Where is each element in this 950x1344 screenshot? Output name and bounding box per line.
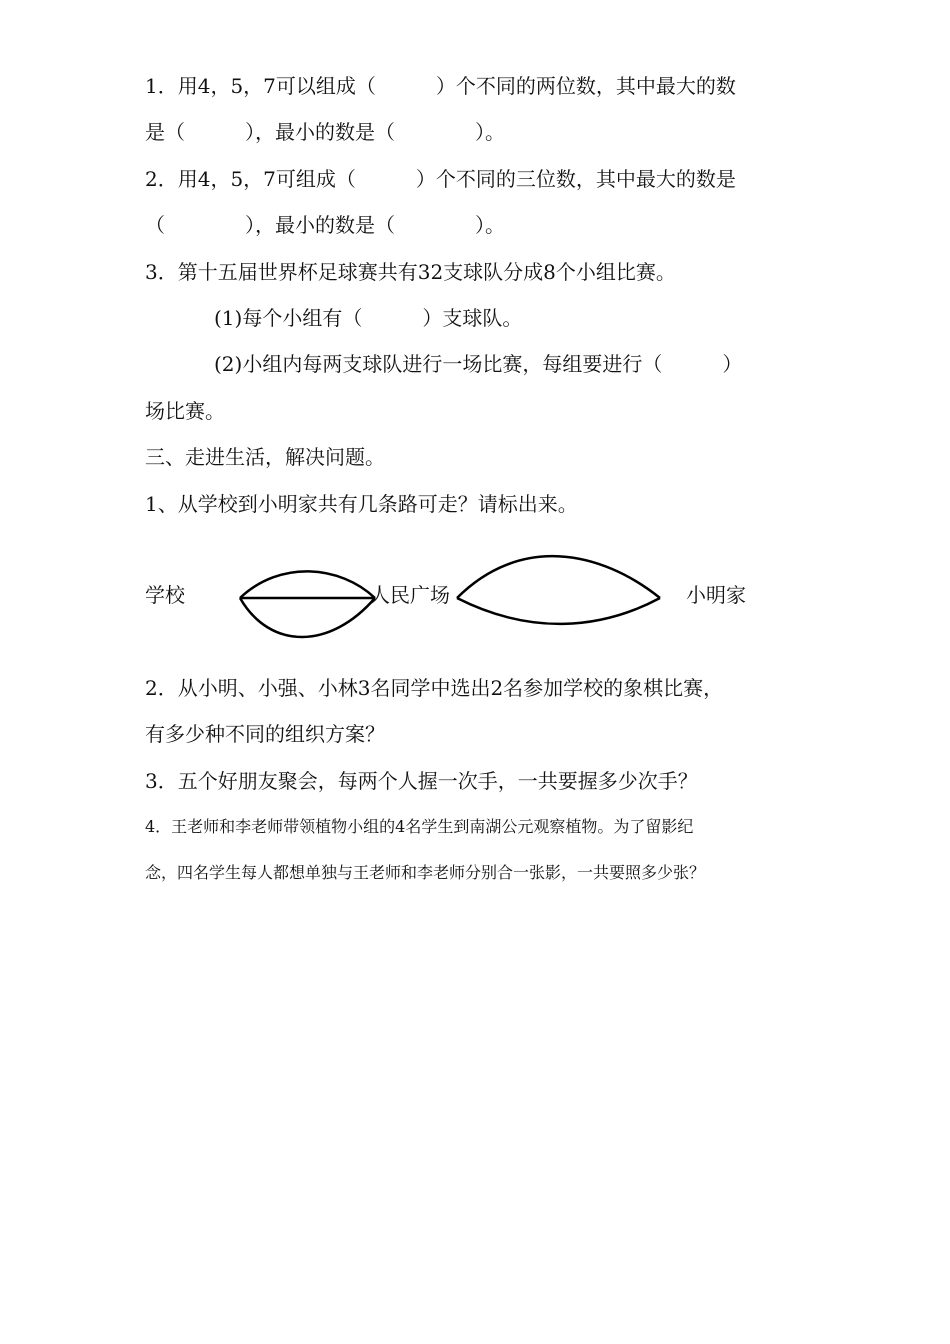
q1-line1: 1．用4，5，7可以组成（ ）个不同的两位数，其中最大的数: [145, 74, 736, 98]
q3-line1: 3．第十五届世界杯足球赛共有32支球队分成8个小组比赛。: [145, 260, 676, 284]
p2-line2: 有多少种不同的组织方案？: [145, 722, 385, 746]
q3-sub2-line2: 场比赛。: [145, 399, 225, 423]
p4-line1: 4．王老师和李老师带领植物小组的4名学生到南湖公元观察植物。为了留影纪: [145, 817, 694, 836]
school-label: 学校: [145, 583, 185, 607]
p4-line2: 念，四名学生每人都想单独与王老师和李老师分别合一张影，一共要照多少张？: [145, 863, 706, 882]
section3-heading: 三、走进生活，解决问题。: [145, 445, 385, 469]
square-label: 人民广场: [370, 583, 450, 607]
p1-question: 1、从学校到小明家共有几条路可走？请标出来。: [145, 492, 578, 516]
route-upper-arc-1: [240, 571, 375, 598]
p3-question: 3．五个好朋友聚会，每两个人握一次手，一共要握多少次手？: [145, 769, 698, 793]
q3-sub2-line1: (2)小组内每两支球队进行一场比赛，每组要进行（ ）: [214, 352, 743, 376]
route-upper-arc-2: [457, 556, 660, 598]
home-label: 小明家: [686, 583, 746, 607]
q3-sub1: (1)每个小组有（ ）支球队。: [214, 306, 523, 330]
route-lower-arc-2: [457, 598, 660, 624]
route-lower-arc-1: [240, 598, 375, 637]
q2-line1: 2．用4，5，7可组成（ ）个不同的三位数，其中最大的数是: [145, 167, 736, 191]
q2-line2: （ ），最小的数是（ ）。: [145, 213, 505, 237]
p2-line1: 2．从小明、小强、小林3名同学中选出2名参加学校的象棋比赛，: [145, 676, 724, 700]
q1-line2: 是（ ），最小的数是（ ）。: [145, 120, 505, 144]
